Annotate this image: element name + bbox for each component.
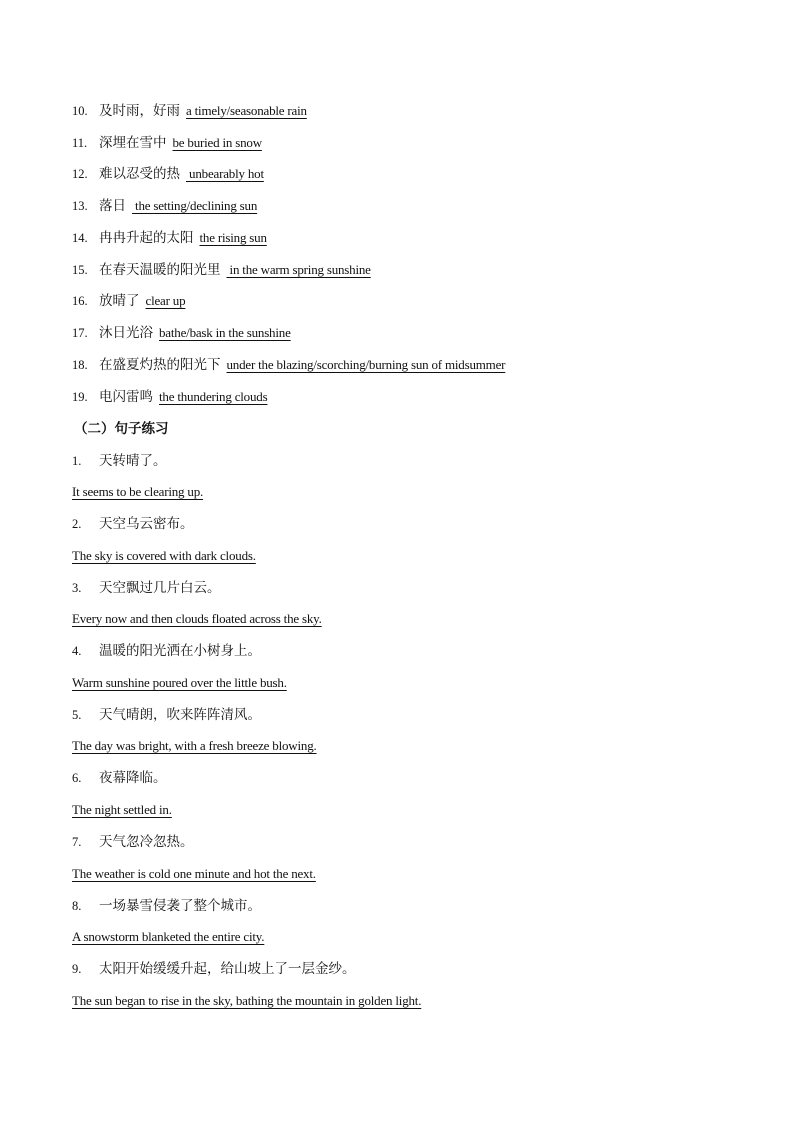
item-number: 7.: [72, 835, 82, 849]
sentence-answer: [72, 926, 264, 948]
chinese-text: 难以忍受的热: [99, 166, 180, 182]
chinese-text: 一场暴雪侵袭了整个城市。: [99, 898, 261, 914]
sentence-prompt: [72, 577, 221, 599]
english-answer: the thundering clouds: [159, 389, 268, 404]
item-number: 9.: [72, 962, 82, 976]
chinese-text: 电闪雷鸣: [99, 389, 153, 405]
phrase-item: [72, 386, 267, 408]
item-number: 17.: [72, 326, 88, 340]
phrase-item: [72, 163, 264, 185]
sentence-answer: [72, 990, 421, 1012]
chinese-text: 在春天温暖的阳光里: [99, 262, 221, 278]
english-answer: The night settled in.: [72, 802, 172, 817]
item-number: 10.: [72, 104, 88, 118]
item-number: 5.: [72, 708, 82, 722]
section-heading-text: （二）句子练习: [74, 421, 169, 437]
english-answer: a timely/seasonable rain: [186, 103, 307, 118]
chinese-text: 沐日光浴: [99, 325, 153, 341]
phrase-item: [72, 354, 505, 376]
english-answer: It seems to be clearing up.: [72, 484, 204, 499]
english-answer: bathe/bask in the sunshine: [159, 325, 291, 340]
chinese-text: 温暖的阳光洒在小树身上。: [99, 643, 261, 659]
sentence-answer: [72, 799, 172, 821]
phrase-item: [72, 322, 291, 344]
sentence-answer: [72, 608, 322, 630]
chinese-text: 冉冉升起的太阳: [99, 230, 194, 246]
english-answer: The sun began to rise in the sky, bathing the mountain in golden light.: [72, 993, 422, 1008]
english-answer: clear up: [145, 293, 186, 308]
phrase-item: [72, 259, 371, 281]
chinese-text: 在盛夏灼热的阳光下: [99, 357, 221, 373]
item-number: 14.: [72, 231, 88, 245]
chinese-text: 放晴了: [99, 293, 140, 309]
english-answer: The sky is covered with dark clouds.: [72, 548, 256, 563]
sentence-prompt: [72, 640, 261, 662]
item-number: 2.: [72, 517, 82, 531]
chinese-text: 太阳开始缓缓升起，给山坡上了一层金纱。: [99, 961, 356, 977]
english-answer: in the warm spring sunshine: [226, 262, 371, 277]
item-number: 11.: [72, 136, 88, 150]
chinese-text: 天空乌云密布。: [99, 516, 194, 532]
sentence-answer: [72, 735, 317, 757]
chinese-text: 天气晴朗，吹来阵阵清风。: [99, 707, 261, 723]
item-number: 8.: [72, 899, 82, 913]
sentence-prompt: [72, 958, 356, 980]
english-answer: The weather is cold one minute and hot the next.: [72, 866, 316, 881]
section-heading: [72, 418, 169, 440]
item-number: 15.: [72, 263, 88, 277]
phrase-item: [72, 132, 262, 154]
phrase-item: [72, 100, 307, 122]
sentence-answer: [72, 863, 316, 885]
item-number: 16.: [72, 294, 88, 308]
sentence-prompt: [72, 513, 194, 535]
item-number: 3.: [72, 581, 82, 595]
item-number: 6.: [72, 771, 82, 785]
english-answer: unbearably hot: [186, 166, 264, 181]
phrase-item: [72, 195, 257, 217]
sentence-answer: [72, 481, 203, 503]
chinese-text: 天气忽冷忽热。: [99, 834, 194, 850]
item-number: 12.: [72, 167, 88, 181]
english-answer: Every now and then clouds floated across the sky.: [72, 611, 322, 626]
sentence-prompt: [72, 704, 261, 726]
english-answer: Warm sunshine poured over the little bush.: [72, 675, 287, 690]
english-answer: the rising sun: [199, 230, 267, 245]
chinese-text: 落日: [99, 198, 126, 214]
item-number: 19.: [72, 390, 88, 404]
english-answer: under the blazing/scorching/burning sun of midsummer: [226, 357, 506, 372]
english-answer: the setting/declining sun: [132, 198, 258, 213]
english-answer: A snowstorm blanketed the entire city.: [72, 929, 265, 944]
sentence-prompt: [72, 895, 261, 917]
sentence-prompt: [72, 450, 167, 472]
english-answer: be buried in snow: [172, 135, 262, 150]
chinese-text: 深埋在雪中: [99, 135, 167, 151]
english-answer: The day was bright, with a fresh breeze blowing.: [72, 738, 317, 753]
chinese-text: 夜幕降临。: [99, 770, 167, 786]
chinese-text: 及时雨，好雨: [99, 103, 180, 119]
item-number: 1.: [72, 454, 82, 468]
phrase-item: [72, 227, 267, 249]
item-number: 4.: [72, 644, 82, 658]
sentence-prompt: [72, 831, 194, 853]
item-number: 13.: [72, 199, 88, 213]
chinese-text: 天空飘过几片白云。: [99, 580, 221, 596]
sentence-answer: [72, 672, 287, 694]
sentence-answer: [72, 545, 256, 567]
phrase-item: [72, 290, 185, 312]
chinese-text: 天转晴了。: [99, 453, 167, 469]
item-number: 18.: [72, 358, 88, 372]
sentence-prompt: [72, 767, 167, 789]
